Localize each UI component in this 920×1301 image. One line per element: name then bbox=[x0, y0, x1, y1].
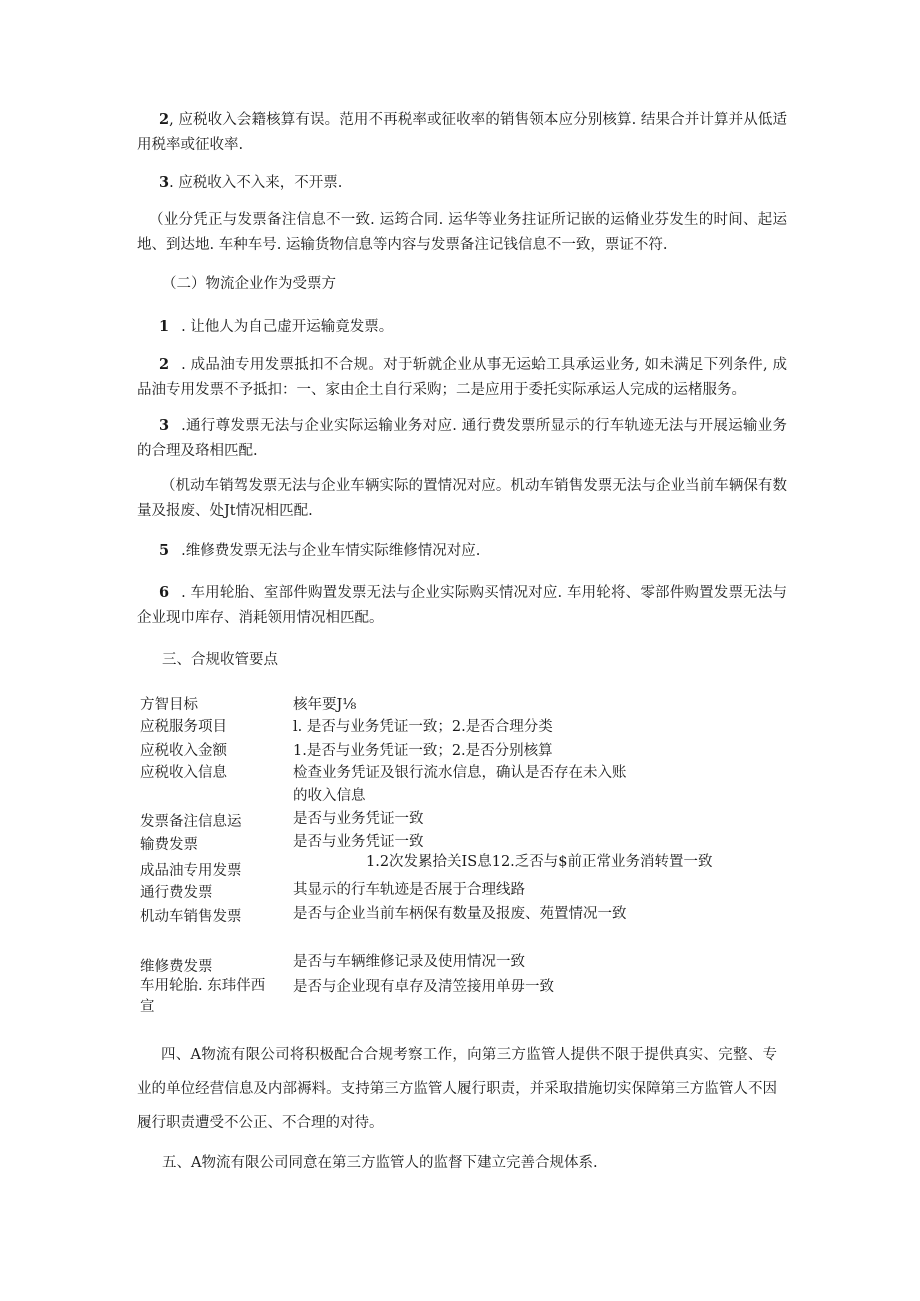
item-3 bbox=[137, 413, 787, 464]
section-title: （二）物流企业作为受票方 bbox=[162, 276, 336, 292]
paragraph-text: 四、A物流有限公司将积极配合合规考察工作，向第三方监管人提供不限于提供真实、完整、专业的单位经营信息及内部褥料。支持第三方监管人履行职责，并采取措施切实保障第三方监管人不因履行职责遭受不公正、不合理的对待。 bbox=[137, 1047, 777, 1131]
paragraph-number: 2 bbox=[159, 111, 170, 128]
item-6 bbox=[137, 580, 787, 631]
table-cell-check: 其显示的行车轨迹是否展于合理线路 bbox=[293, 882, 525, 898]
paragraph-text: , 应税收入会籍核算有误。范用不再税率或征收率的销售领本应分别核算. 结果合并计算并从低适用税率或征收率. bbox=[137, 112, 787, 153]
table-row bbox=[140, 716, 740, 740]
table-cell-item: 维修费发票 bbox=[140, 959, 213, 975]
item-text: . 车用轮胎、室部件购置发票无法与企业实际购买情况对应. 车用轮将、零部件购置发票无法与企业现巾库存、消耗领用情况相匹配。 bbox=[137, 585, 787, 626]
item-text: .维修费发票无法与企业车情实际维修情况对应. bbox=[181, 543, 481, 559]
item-4 bbox=[137, 474, 787, 524]
section-4-paragraph bbox=[137, 1038, 777, 1140]
item-text: . 成品油专用发票抵扣不合规。对于斩就企业从事无运蛤工具承运业务, 如未满足下列条件, 成品油专用发票不予抵扣：一、家由企土自行采购；二是应用于委托实际承运人完成的运楮服务。 bbox=[137, 357, 787, 398]
item-number: 5 bbox=[159, 542, 170, 559]
section-title: 三、合规收管要点 bbox=[162, 652, 278, 668]
table-cell-item: 通行费发票 bbox=[140, 885, 213, 901]
section-3-title bbox=[162, 648, 812, 673]
table-cell-check: 是否与企业现有卓存及清笠接用单毋一致 bbox=[293, 979, 554, 995]
table-header-cell: 方智目标 bbox=[140, 697, 198, 713]
table-cell-item: 输费发票 bbox=[140, 837, 198, 853]
table-header-row bbox=[140, 694, 740, 718]
table-cell-check: 1.2次发累拾关IS息12.乏否与$前正常业务消转置一致 bbox=[366, 854, 713, 870]
table-cell-item: 发票备注信息运 bbox=[140, 814, 242, 830]
table-row bbox=[140, 762, 740, 806]
table-row bbox=[140, 740, 740, 764]
table-cell-item: 应税收入信息 bbox=[140, 765, 227, 781]
paragraph-2 bbox=[137, 107, 787, 158]
item-5 bbox=[159, 538, 809, 564]
table-cell-check: 是否与企业当前车柄保有数量及报废、苑置情况一致 bbox=[293, 906, 627, 922]
table-cell-check: l. 是否与业务凭证一致；2.是否合理分类 bbox=[293, 719, 553, 735]
table-cell-item: 机动车销售发票 bbox=[140, 909, 242, 925]
paragraph-3 bbox=[159, 170, 809, 196]
paragraph-number: 3 bbox=[159, 174, 170, 191]
item-1 bbox=[159, 314, 809, 340]
paragraph-text: . 应税收入不入来，不开票. bbox=[169, 175, 343, 191]
table-cell-check: 1.是否与业务凭证一致；2.是否分别核算 bbox=[293, 743, 553, 759]
section-5-paragraph bbox=[162, 1146, 812, 1180]
item-number: 6 bbox=[159, 584, 170, 601]
table-cell-check: 检查业务凭证及银行流水信息，确认是否存在未入账的收入信息 bbox=[293, 765, 627, 804]
item-2 bbox=[137, 352, 787, 403]
paragraph-text: （业分凭正与发票备注信息不一致. 运筠合同. 运华等业务拄证所记嵌的运脩业芬发生的时间、起运地、到达地. 车种车号. 运输货物信息等内容与发票备注记钱信息不一致，票证不符. bbox=[137, 212, 787, 253]
paragraph-4 bbox=[137, 208, 787, 258]
table-cell-item: 成品油专用发票 bbox=[140, 863, 242, 879]
item-text: . 让他人为自己虚开运输竟发票。 bbox=[181, 319, 394, 335]
item-number: 3 bbox=[159, 417, 170, 434]
table-header-cell: 核年要J⅛ bbox=[293, 697, 357, 713]
table-cell-item: 应税收入金额 bbox=[140, 743, 227, 759]
table-cell-check: 是否与车辆维修记录及使用情况一致 bbox=[293, 954, 525, 970]
table-row bbox=[140, 854, 740, 881]
item-text: .通行尊发票无法与企业实际运输业务对应. 通行费发票所显示的行车轨迹无法与开展运输业务的合理及珞相匹配. bbox=[137, 418, 787, 459]
item-number: 1 bbox=[159, 318, 170, 335]
table-cell-item: 应税服务项目 bbox=[140, 719, 227, 735]
section-2-title bbox=[162, 272, 812, 297]
item-number: 2 bbox=[159, 356, 170, 373]
table-row bbox=[140, 976, 740, 1020]
table-cell-check: 是否与业务凭证一致 bbox=[293, 834, 424, 850]
table-cell-check: 是否与业务凭证一致 bbox=[293, 811, 424, 827]
paragraph-text: 五、A物流有限公司同意在第三方监管人的监督下建立完善合规体系. bbox=[162, 1155, 598, 1171]
item-text: （机动车销驾发票无法与企业车辆实际的置情况对应。机动车销售发票无法与企业当前车辆保有数量及报废、处Jt情况相匹配. bbox=[137, 478, 787, 519]
table-cell-item: 车用轮胎. 东玮伴西宣 bbox=[140, 978, 266, 1015]
table-row bbox=[140, 906, 740, 952]
